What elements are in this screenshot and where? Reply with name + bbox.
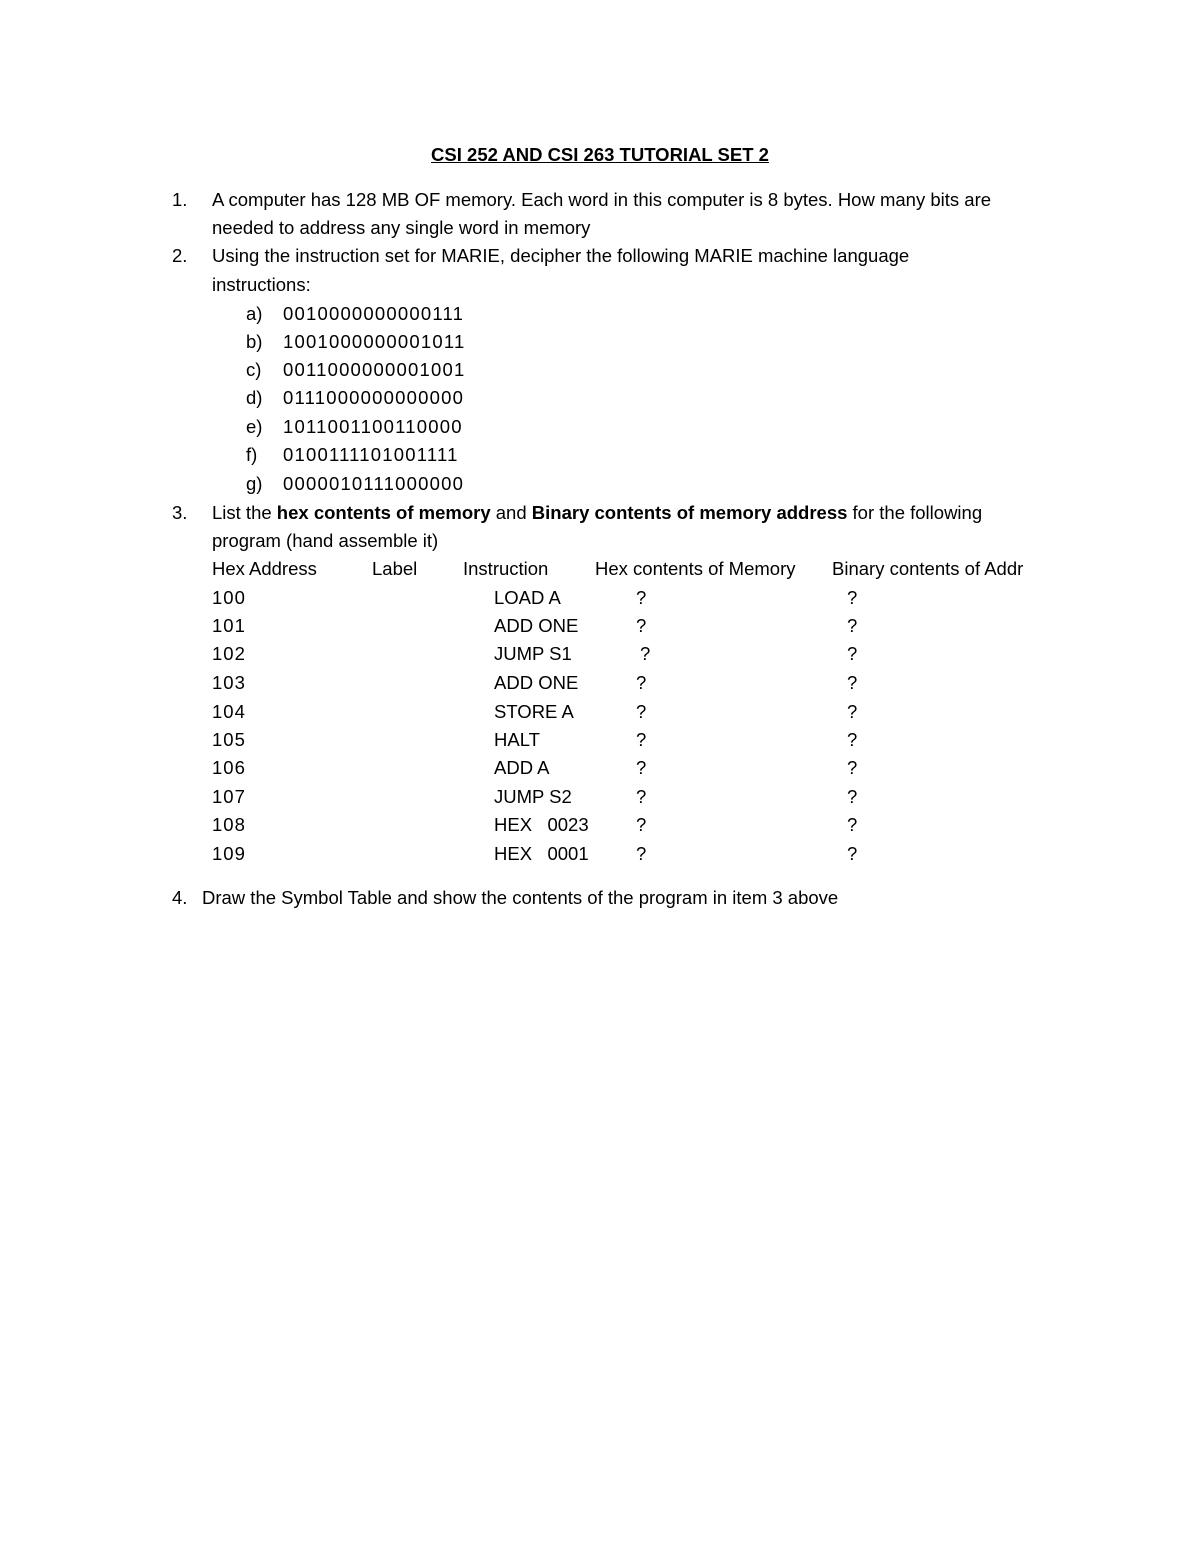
instruction-cell: ADD ONE (494, 615, 579, 636)
column-header: Binary contents of Addr (832, 558, 1024, 579)
text-segment: for the following (847, 502, 983, 523)
question-text: program (hand assemble it) (212, 530, 439, 551)
item-letter: b) (246, 331, 263, 352)
binary-contents-cell: ? (847, 615, 858, 636)
item-bits: 1011001100110000 (283, 416, 463, 437)
binary-contents-cell: ? (847, 587, 858, 608)
binary-contents-cell: ? (847, 843, 858, 864)
item-letter: g) (246, 473, 263, 494)
hex-address-cell: 106 (212, 757, 246, 778)
item-letter: a) (246, 303, 263, 324)
question-text: A computer has 128 MB OF memory. Each word in this computer is 8 bytes. How many bits are (212, 189, 992, 210)
instruction-cell: JUMP S1 (494, 643, 572, 664)
hex-address-cell: 101 (212, 615, 246, 636)
hex-address-cell: 103 (212, 672, 246, 693)
bold-text: Binary contents of memory address (531, 502, 848, 523)
page-title: CSI 252 AND CSI 263 TUTORIAL SET 2 (431, 144, 769, 165)
column-header: Instruction (463, 558, 549, 579)
binary-contents-cell: ? (847, 643, 858, 664)
instruction-cell: JUMP S2 (494, 786, 572, 807)
hex-address-cell: 107 (212, 786, 246, 807)
hex-contents-cell: ? (636, 757, 647, 778)
item-letter: d) (246, 387, 263, 408)
text-segment: List the (212, 502, 277, 523)
instruction-cell: LOAD A (494, 587, 561, 608)
item-letter: c) (246, 359, 262, 380)
question-number: 4. (172, 887, 188, 908)
text-segment: and (490, 502, 532, 523)
binary-contents-cell: ? (847, 729, 858, 750)
hex-address-cell: 105 (212, 729, 246, 750)
instruction-cell: HALT (494, 729, 540, 750)
hex-contents-cell: ? (636, 729, 647, 750)
binary-contents-cell: ? (847, 814, 858, 835)
item-bits: 0000010111000000 (283, 473, 465, 494)
bold-text: hex contents of memory (276, 502, 491, 523)
hex-contents-cell: ? (636, 587, 647, 608)
column-header: Label (372, 558, 418, 579)
hex-address-cell: 102 (212, 643, 246, 664)
binary-contents-cell: ? (847, 786, 858, 807)
item-letter: f) (246, 444, 258, 465)
item-bits: 0011000000001001 (283, 359, 466, 380)
question-text: needed to address any single word in memory (212, 217, 591, 238)
question-text: Draw the Symbol Table and show the contents of the program in item 3 above (202, 887, 839, 908)
question-text: Using the instruction set for MARIE, decipher the following MARIE machine language (212, 245, 910, 266)
question-number: 1. (172, 189, 188, 210)
question-text (212, 499, 982, 527)
question-number: 2. (172, 245, 188, 266)
instruction-cell: ADD ONE (494, 672, 579, 693)
question-text: instructions: (212, 274, 311, 295)
instruction-cell: ADD A (494, 757, 550, 778)
hex-address-cell: 104 (212, 701, 246, 722)
instruction-cell: HEX 0023 (494, 814, 589, 835)
hex-contents-cell: ? (636, 814, 647, 835)
item-bits: 1001000000001011 (283, 331, 466, 352)
hex-address-cell: 109 (212, 843, 246, 864)
item-letter: e) (246, 416, 263, 437)
hex-contents-cell: ? (636, 786, 647, 807)
hex-address-cell: 108 (212, 814, 246, 835)
column-header: Hex contents of Memory (595, 558, 796, 579)
item-bits: 0010000000000111 (283, 303, 465, 324)
item-bits: 0100111101001111 (283, 444, 459, 465)
binary-contents-cell: ? (847, 701, 858, 722)
hex-contents-cell: ? (636, 701, 647, 722)
binary-contents-cell: ? (847, 672, 858, 693)
hex-contents-cell: ? (636, 615, 647, 636)
hex-address-cell: 100 (212, 587, 246, 608)
hex-contents-cell: ? (636, 672, 647, 693)
instruction-cell: STORE A (494, 701, 574, 722)
hex-contents-cell: ? (636, 843, 647, 864)
instruction-cell: HEX 0001 (494, 843, 589, 864)
question-number: 3. (172, 502, 188, 523)
binary-contents-cell: ? (847, 757, 858, 778)
hex-contents-cell: ? (640, 643, 651, 664)
item-bits: 0111000000000000 (283, 387, 465, 408)
column-header: Hex Address (212, 558, 317, 579)
